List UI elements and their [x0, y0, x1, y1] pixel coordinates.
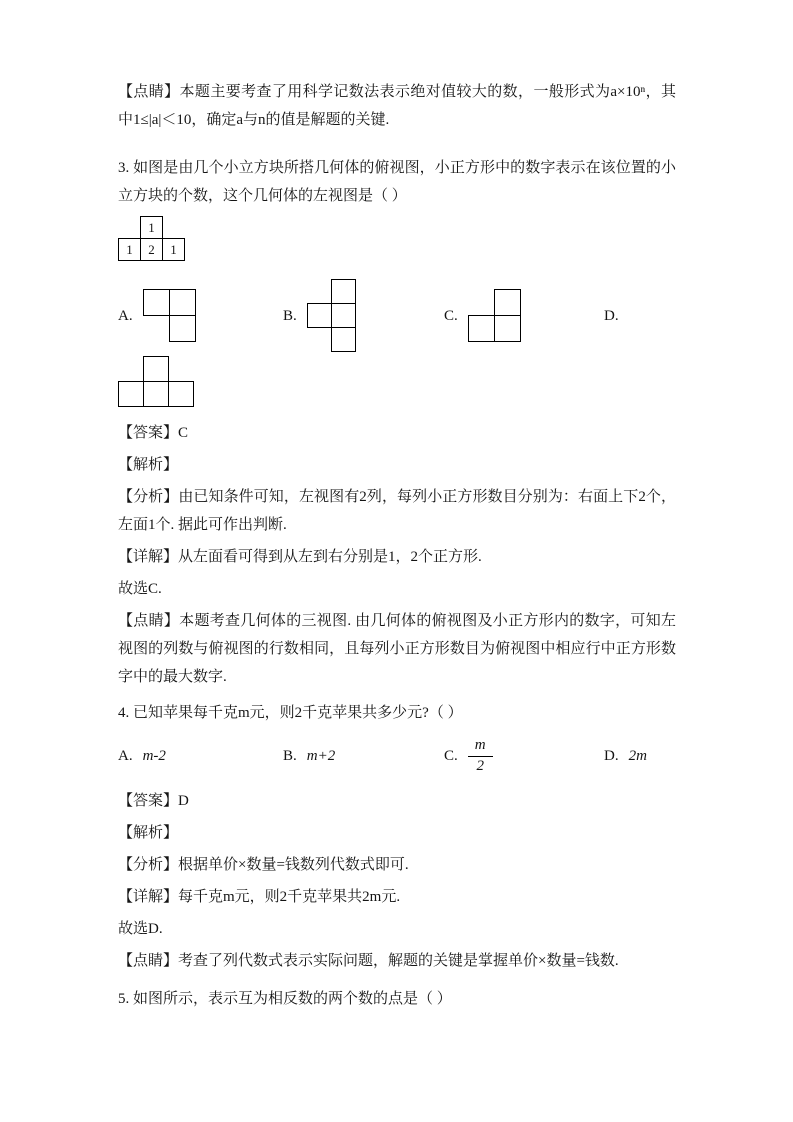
question-3-option-d — [604, 302, 676, 330]
question-3-analysis: 【分析】由已知条件可知，左视图有2列，每列小正方形数目分别为：右面上下2个，左面1个. 据此可作出判断. — [118, 489, 676, 533]
question-4-stem: 4. 已知苹果每千克m元，则2千克苹果共多少元?（ ） — [118, 705, 463, 721]
top-view-figure: 1 1 2 1 — [118, 216, 185, 261]
option-a-label: A. — [118, 748, 133, 764]
fraction-denominator: 2 — [476, 757, 484, 774]
option-c-label: C. — [444, 748, 458, 764]
question-3-option-d-figure-wrap — [118, 356, 676, 407]
option-b-label: B. — [283, 307, 297, 324]
question-3-answer: 【答案】C — [118, 425, 189, 441]
option-d-label: D. — [604, 748, 619, 764]
question-4-conclusion: 故选D. — [118, 921, 163, 937]
question-4-analysis: 【分析】根据单价×数量=钱数列代数式即可. — [118, 857, 409, 873]
option-c-figure — [468, 289, 521, 342]
question-4-note: 【点睛】考查了列代数式表示实际问题，解题的关键是掌握单价×数量=钱数. — [118, 953, 619, 969]
question-5-stem: 5. 如图所示，表示互为相反数的两个数的点是（ ） — [118, 991, 452, 1007]
option-c-label: C. — [444, 307, 458, 324]
question-3-options — [118, 279, 676, 352]
question-3-option-b — [283, 279, 444, 352]
question-4-answer: 【答案】D — [118, 793, 189, 809]
question-3-analysis-header: 【解析】 — [118, 457, 179, 473]
question-4-option-c — [444, 737, 604, 775]
question-4-option-d — [604, 742, 676, 770]
option-a-label: A. — [118, 307, 133, 324]
option-d-value: 2m — [628, 748, 647, 764]
question-3-option-a — [118, 289, 283, 342]
question-4-detail: 【详解】每千克m元，则2千克苹果共2m元. — [118, 889, 401, 905]
option-b-value: m+2 — [306, 748, 336, 764]
question-4-analysis-header: 【解析】 — [118, 825, 179, 841]
fraction-numerator: m — [468, 737, 493, 756]
option-c-fraction — [468, 737, 493, 775]
question-3-note: 【点睛】本题考查几何体的三视图. 由几何体的俯视图及小正方形内的数字，可知左视图的列数与俯视图的行数相同，且每列小正方形数目为俯视图中相应行中正方形数字中的最大数字. — [118, 613, 676, 685]
note-paragraph-q2: 【点睛】本题主要考查了用科学记数法表示绝对值较大的数，一般形式为a×10ⁿ，其中1≤|a|＜10，确定a与n的值是解题的关键. — [118, 84, 676, 128]
question-3-top-view-figure-wrap — [118, 216, 676, 261]
question-4-option-a — [118, 742, 283, 770]
question-3-detail: 【详解】从左面看可得到从左到右分别是1，2个正方形. — [118, 549, 482, 565]
option-d-figure — [118, 356, 194, 407]
option-d-label: D. — [604, 307, 619, 324]
question-4-option-b — [283, 742, 444, 770]
option-b-label: B. — [283, 748, 297, 764]
question-3-option-c — [444, 289, 604, 342]
question-3-conclusion: 故选C. — [118, 581, 162, 597]
option-b-figure — [307, 279, 356, 352]
question-4-options — [118, 733, 676, 779]
option-a-value: m-2 — [142, 748, 166, 764]
option-a-figure — [143, 289, 196, 342]
question-3-stem: 3. 如图是由几个小立方块所搭几何体的俯视图，小正方形中的数字表示在该位置的小立方块的个数，这个几何体的左视图是（ ） — [118, 160, 676, 204]
